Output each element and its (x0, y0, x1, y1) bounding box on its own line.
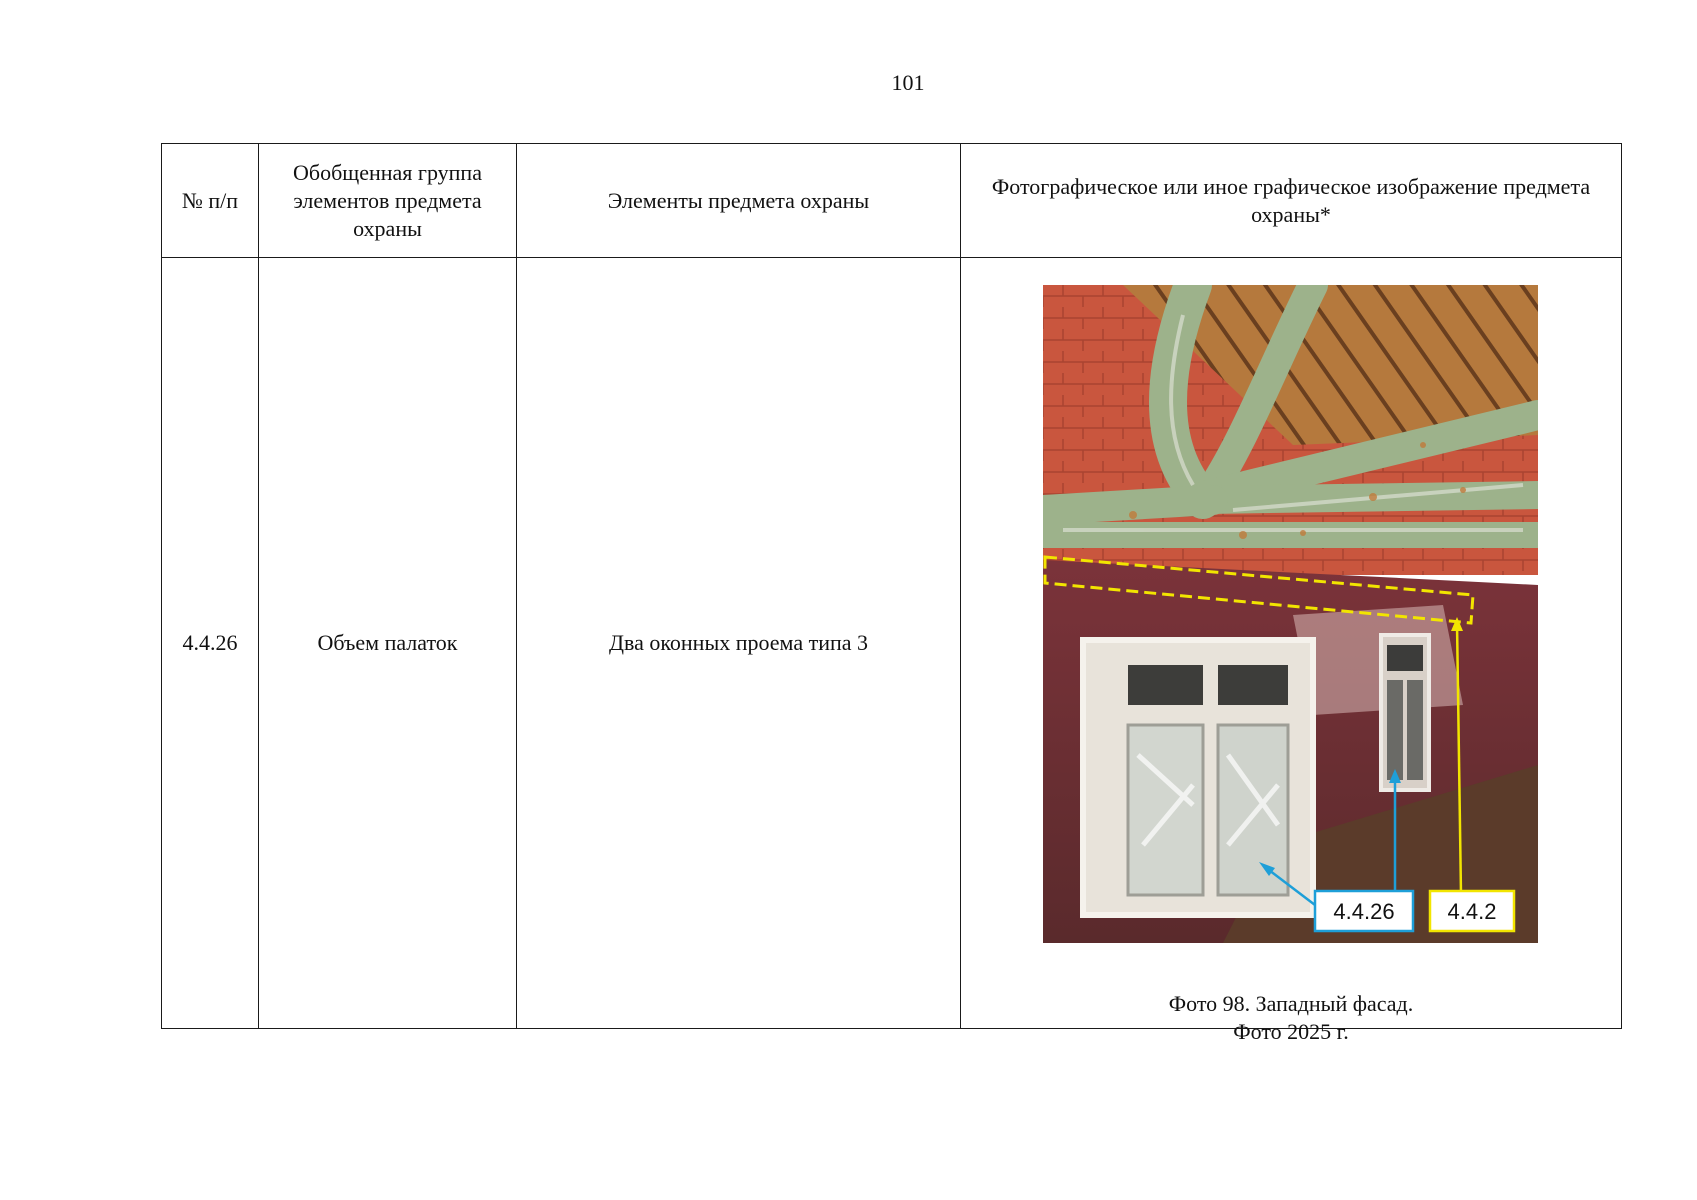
photo-caption (961, 990, 1621, 1046)
facade-photo-illustration (1043, 285, 1538, 943)
row-num: 4.4.26 (162, 258, 259, 1029)
row-photo-cell (961, 258, 1622, 1044)
header-image: Фотографическое или иное графическое изображение предмета охраны* (961, 144, 1622, 258)
callout-4-4-2 (1430, 891, 1514, 931)
row-elements: Два оконных проема типа 3 (517, 258, 961, 1029)
header-num: № п/п (162, 144, 259, 258)
table-row (162, 258, 1622, 1029)
caption-line-2: Фото 2025 г. (1233, 1019, 1349, 1044)
table-header-row (162, 144, 1622, 258)
header-elements: Элементы предмета охраны (517, 144, 961, 258)
callout-label-blue: 4.4.26 (1333, 899, 1395, 924)
page-number: 101 (891, 70, 925, 95)
header-group: Обобщенная группа элементов предмета охраны (259, 144, 517, 258)
facade-photo (1043, 285, 1538, 943)
callout-4-4-26 (1315, 891, 1413, 931)
row-group: Объем палаток (259, 258, 517, 1029)
protection-table (161, 143, 1622, 1044)
caption-line-1: Фото 98. Западный фасад. (1168, 991, 1414, 1016)
callout-label-yellow: 4.4.2 (1447, 899, 1497, 924)
